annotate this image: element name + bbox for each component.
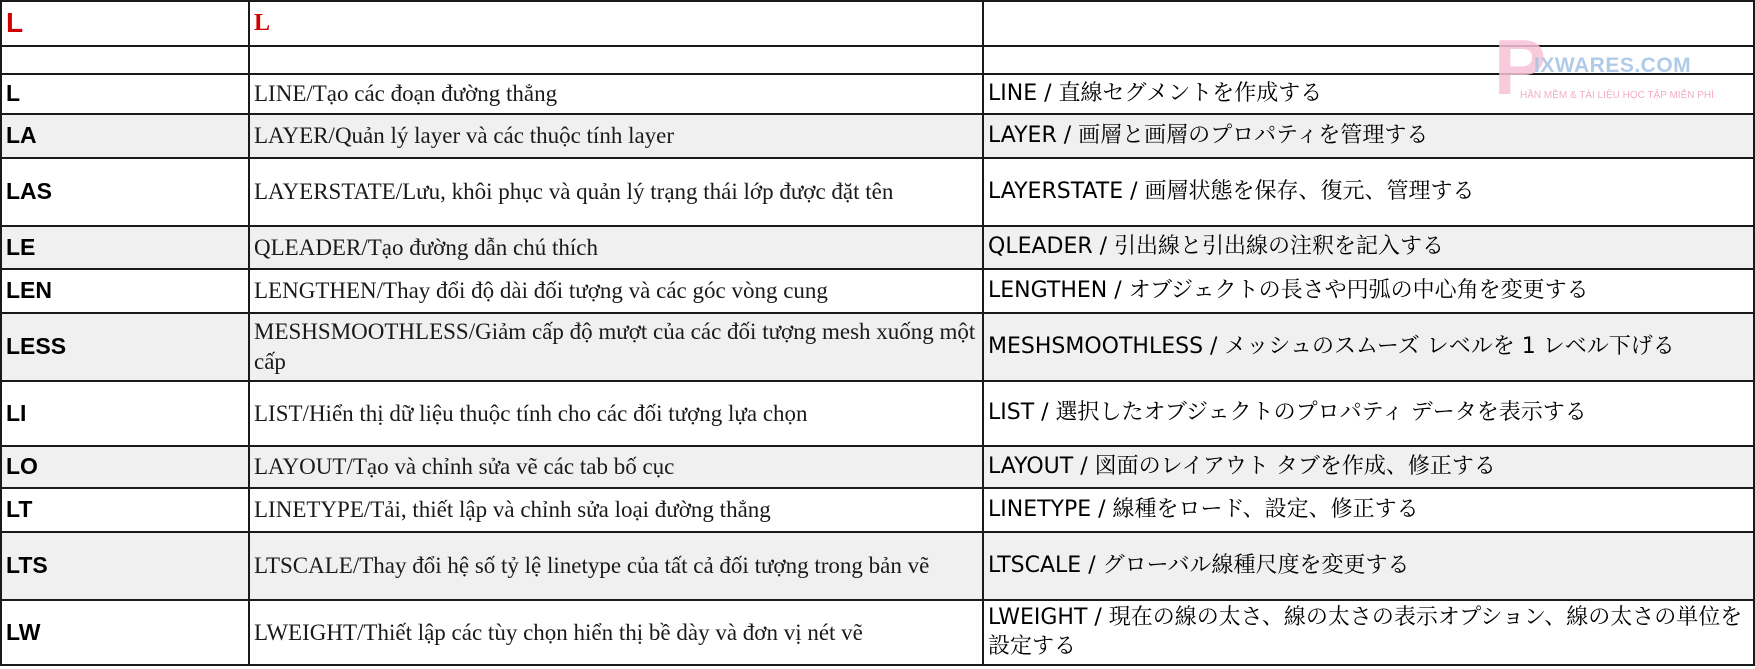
command-cell: LW <box>1 600 249 665</box>
vietnamese-description-cell: MESHSMOOTHLESS/Giảm cấp độ mượt của các đối tượng mesh xuống một cấp <box>249 313 983 381</box>
japanese-description-cell: MESHSMOOTHLESS / メッシュのスムーズ レベルを 1 レベル下げる <box>983 313 1754 381</box>
japanese-description-cell: LAYER / 画層と画層のプロパティを管理する <box>983 114 1754 158</box>
table-row <box>1 226 1754 269</box>
table-row <box>1 600 1754 665</box>
command-cell: LI <box>1 381 249 446</box>
vietnamese-description-cell: LENGTHEN/Thay đổi độ dài đối tượng và các góc vòng cung <box>249 269 983 313</box>
command-cell: L <box>1 74 249 114</box>
table-row <box>1 158 1754 226</box>
table-row <box>1 532 1754 600</box>
vietnamese-description-cell: LTSCALE/Thay đổi hệ số tỷ lệ linetype của tất cả đối tượng trong bản vẽ <box>249 532 983 600</box>
header-cell-command: L <box>1 1 249 46</box>
japanese-description-cell: LWEIGHT / 現在の線の太さ、線の太さの表示オプション、線の太さの単位を設定する <box>983 600 1754 665</box>
vietnamese-description-cell: LINETYPE/Tải, thiết lập và chỉnh sửa loại đường thẳng <box>249 488 983 532</box>
table-row <box>1 313 1754 381</box>
header-row <box>1 1 1754 46</box>
vietnamese-description-cell: QLEADER/Tạo đường dẫn chú thích <box>249 226 983 269</box>
japanese-description-cell: LINETYPE / 線種をロード、設定、修正する <box>983 488 1754 532</box>
vietnamese-description-cell: LAYOUT/Tạo và chỉnh sửa vẽ các tab bố cục <box>249 446 983 488</box>
watermark-brand: IXWARES.COM <box>1534 54 1692 77</box>
japanese-description-cell: LAYERSTATE / 画層状態を保存、復元、管理する <box>983 158 1754 226</box>
japanese-description-cell: QLEADER / 引出線と引出線の注釈を記入する <box>983 226 1754 269</box>
japanese-description-cell: LINE / 直線セグメントを作成する <box>983 74 1754 114</box>
vietnamese-description-cell: LIST/Hiển thị dữ liệu thuộc tính cho các đối tượng lựa chọn <box>249 381 983 446</box>
watermark-logo-letter: P <box>1494 23 1547 111</box>
spacer-cell <box>1 46 249 74</box>
spacer-cell <box>249 46 983 74</box>
vietnamese-description-cell: LINE/Tạo các đoạn đường thẳng <box>249 74 983 114</box>
table-row <box>1 74 1754 114</box>
table-row <box>1 381 1754 446</box>
table-row <box>1 114 1754 158</box>
table-row <box>1 269 1754 313</box>
table-row <box>1 446 1754 488</box>
spacer-row <box>1 46 1754 74</box>
command-cell: LT <box>1 488 249 532</box>
command-cell: LESS <box>1 313 249 381</box>
japanese-description-cell: LIST / 選択したオブジェクトのプロパティ データを表示する <box>983 381 1754 446</box>
watermark-tagline: HẦN MỀM & TÀI LIỆU HỌC TẬP MIỄN PHÍ <box>1520 90 1714 101</box>
command-cell: LAS <box>1 158 249 226</box>
command-cell: LO <box>1 446 249 488</box>
command-cell: LTS <box>1 532 249 600</box>
japanese-description-cell: LTSCALE / グローバル線種尺度を変更する <box>983 532 1754 600</box>
table-row <box>1 488 1754 532</box>
header-cell-vietnamese: L <box>249 1 983 46</box>
japanese-description-cell: LAYOUT / 図面のレイアウト タブを作成、修正する <box>983 446 1754 488</box>
command-cell: LA <box>1 114 249 158</box>
command-cell: LE <box>1 226 249 269</box>
japanese-description-cell: LENGTHEN / オブジェクトの長さや円弧の中心角を変更する <box>983 269 1754 313</box>
vietnamese-description-cell: LAYER/Quản lý layer và các thuộc tính layer <box>249 114 983 158</box>
header-cell-japanese <box>983 1 1754 46</box>
spacer-cell <box>983 46 1754 74</box>
vietnamese-description-cell: LAYERSTATE/Lưu, khôi phục và quản lý trạng thái lớp được đặt tên <box>249 158 983 226</box>
command-cell: LEN <box>1 269 249 313</box>
vietnamese-description-cell: LWEIGHT/Thiết lập các tùy chọn hiển thị bề dày và đơn vị nét vẽ <box>249 600 983 665</box>
